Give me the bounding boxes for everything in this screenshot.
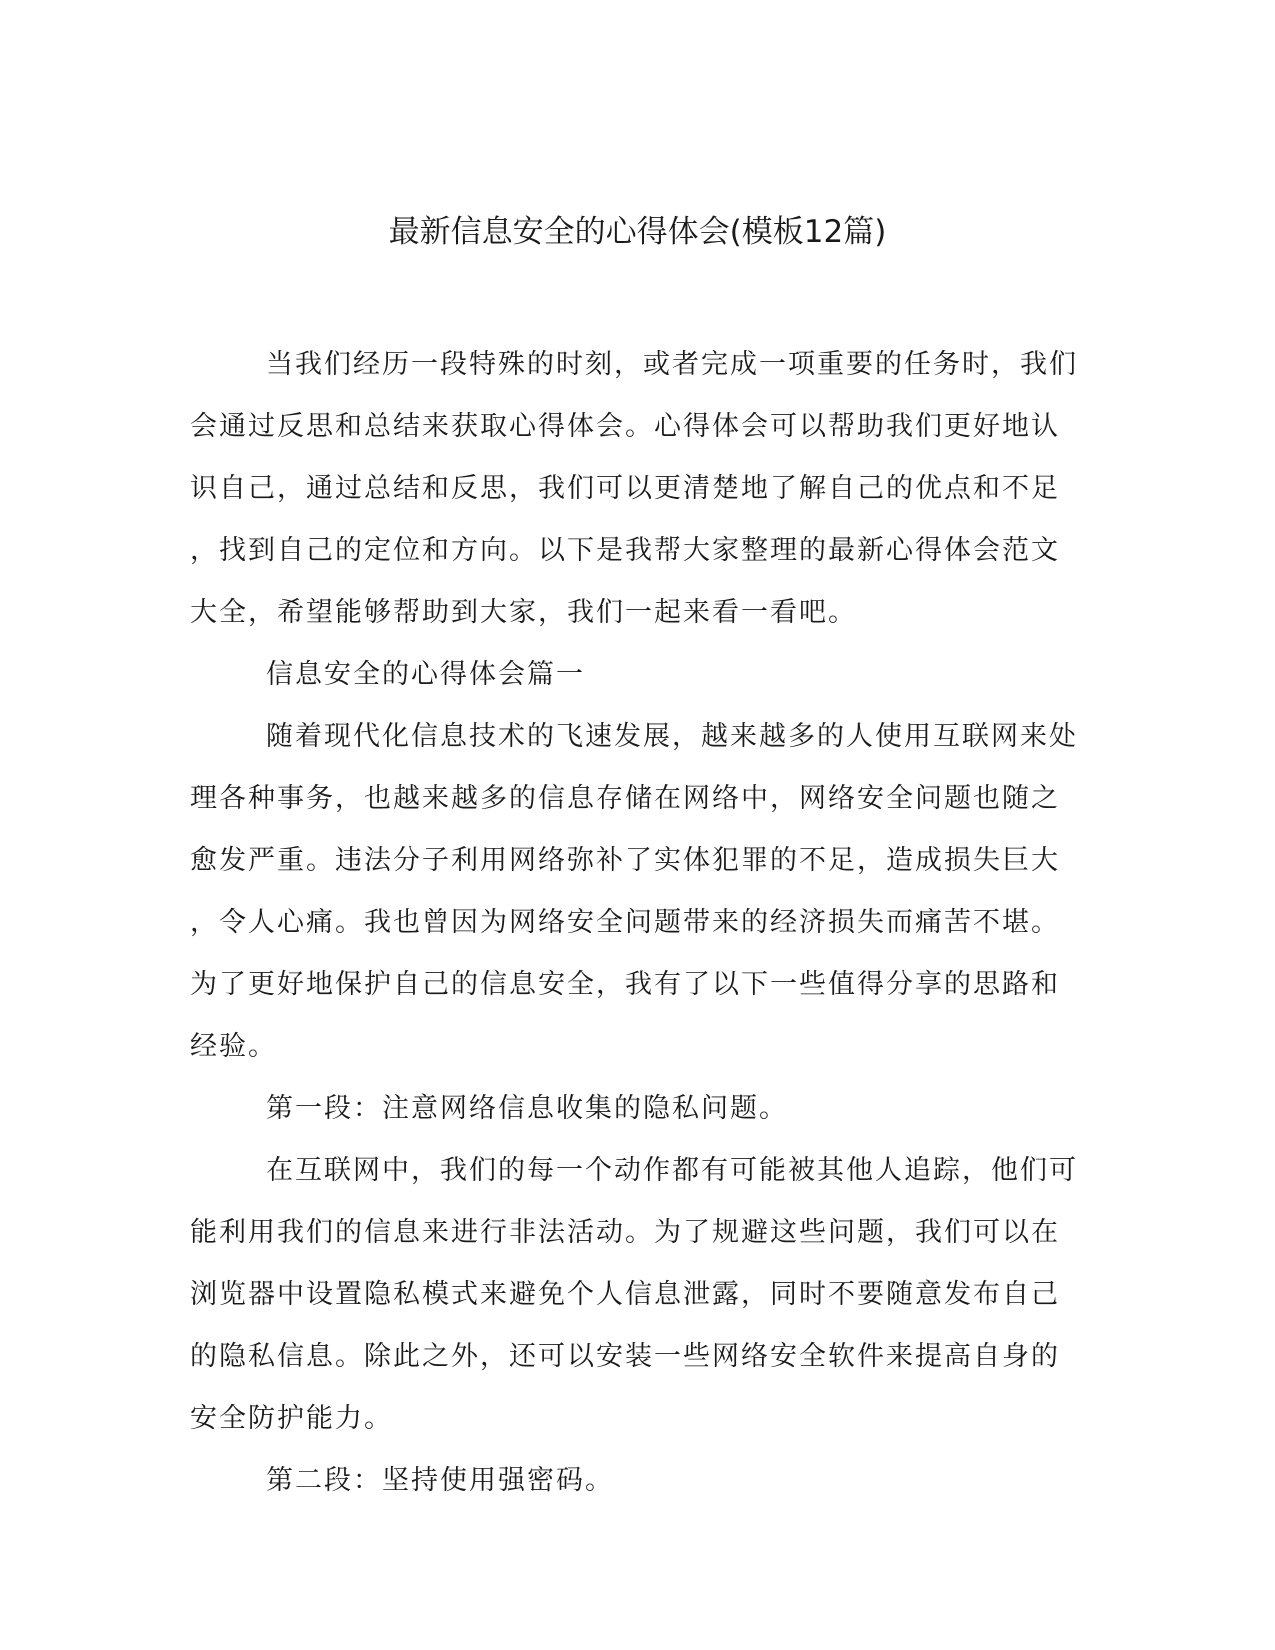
text-line: ，令人心痛。我也曾因为网络安全问题带来的经济损失而痛苦不堪。 <box>190 907 1060 938</box>
text-line: 第一段：注意网络信息收集的隐私问题。 <box>266 1093 788 1124</box>
text-line: 安全防护能力。 <box>190 1403 393 1434</box>
text-line: 的隐私信息。除此之外，还可以安装一些网络安全软件来提高自身的 <box>190 1341 1060 1372</box>
text-line: ，找到自己的定位和方向。以下是我帮大家整理的最新心得体会范文 <box>190 535 1060 566</box>
text-line: 信息安全的心得体会篇一 <box>266 659 585 690</box>
document-title: 最新信息安全的心得体会(模板12篇) <box>388 214 887 250</box>
text-line: 为了更好地保护自己的信息安全，我有了以下一些值得分享的思路和 <box>190 969 1060 1000</box>
text-line: 随着现代化信息技术的飞速发展，越来越多的人使用互联网来处 <box>266 721 1078 752</box>
text-line: 在互联网中，我们的每一个动作都有可能被其他人追踪，他们可 <box>266 1155 1078 1186</box>
document-body <box>190 334 1094 1512</box>
text-line: 当我们经历一段特殊的时刻，或者完成一项重要的任务时，我们 <box>266 349 1078 380</box>
text-line: 愈发严重。违法分子利用网络弥补了实体犯罪的不足，造成损失巨大 <box>190 845 1060 876</box>
text-line: 大全，希望能够帮助到大家，我们一起来看一看吧。 <box>190 597 857 628</box>
text-line: 浏览器中设置隐私模式来避免个人信息泄露，同时不要随意发布自己 <box>190 1279 1060 1310</box>
text-line: 第二段：坚持使用强密码。 <box>266 1465 614 1496</box>
text-line: 理各种事务，也越来越多的信息存储在网络中，网络安全问题也随之 <box>190 783 1060 814</box>
text-line: 能利用我们的信息来进行非法活动。为了规避这些问题，我们可以在 <box>190 1217 1060 1248</box>
text-line: 会通过反思和总结来获取心得体会。心得体会可以帮助我们更好地认 <box>190 411 1060 442</box>
text-line: 经验。 <box>190 1031 277 1062</box>
text-line: 识自己，通过总结和反思，我们可以更清楚地了解自己的优点和不足 <box>190 473 1060 504</box>
